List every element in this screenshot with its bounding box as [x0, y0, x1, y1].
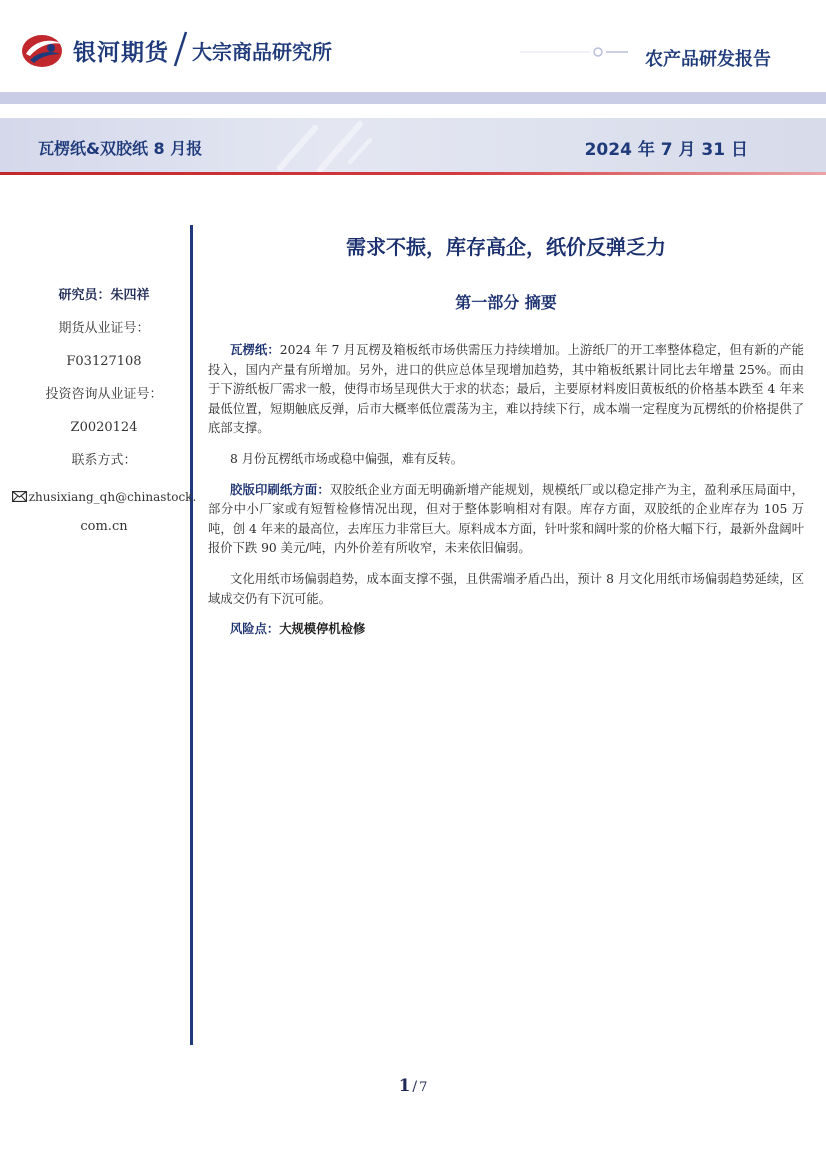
- page-separator: /: [412, 1079, 418, 1095]
- risk-lead: 风险点：: [230, 622, 280, 637]
- paragraph-text: 2024 年 7 月瓦楞及箱板纸市场供需压力持续增加。上游纸厂的开工率整体稳定，但有新的产能投入，国内产量有所增加。另外，进口的供应总体呈现增加趋势，其中箱板纸累计同比去年增量 25%。而由于下游纸板厂需求一般，使得市场呈现供大于求的状态；最后，主要原材料废旧黄板纸的价格基本跌至 4 年来最低位置，短期触底反弹，后市大概率低位震荡为主，难以持续下行，成本端一定程度为瓦楞纸的价格提供了底部支撑。: [208, 343, 804, 436]
- subheader-decoration: [240, 118, 460, 172]
- report-title: 需求不振，库存高企，纸价反弹乏力: [346, 235, 666, 259]
- paragraph-lead: 胶版印刷纸方面：: [230, 482, 330, 497]
- risk-text: 大规模停机检修: [279, 622, 366, 637]
- email-text-1[interactable]: zhusixiang_qh@chinastock.: [28, 489, 197, 504]
- institute-name: 大宗商品研究所: [192, 40, 332, 64]
- paragraph-culture-paper: [208, 570, 804, 609]
- paragraph-text: 文化用纸市场偏弱趋势，成本面支撑不强，且供需端矛盾凸出，预计 8 月文化用纸市场偏弱趋势延续，区域成交仍有下沉可能。: [208, 571, 804, 606]
- email-text-2[interactable]: com.cn: [80, 519, 128, 534]
- page-number: [0, 1076, 826, 1096]
- consult-cert-number: Z0020124: [70, 420, 138, 435]
- email-line[interactable]: [18, 480, 197, 513]
- column-divider: [190, 225, 193, 1045]
- paragraph-risk: [208, 620, 804, 640]
- futures-cert-number: F03127108: [66, 354, 142, 369]
- page-header: [0, 0, 826, 92]
- galaxy-logo-icon: [20, 30, 66, 70]
- header-spacer: [0, 104, 826, 118]
- paragraph-offset-paper: [208, 481, 804, 559]
- paragraph-lead: 瓦楞纸：: [230, 343, 280, 357]
- brand-name: 银河期货: [73, 40, 169, 66]
- paragraph-text: 8 月份瓦楞纸市场或稳中偏强，难有反转。: [230, 451, 464, 466]
- futures-cert-label: 期货从业证号：: [58, 321, 150, 336]
- consult-cert-label: 投资咨询从业证号：: [45, 387, 163, 402]
- report-name: 瓦楞纸&双胶纸 8 月报: [38, 139, 203, 158]
- paragraph-text: 双胶纸企业方面无明确新增产能规划，规模纸厂或以稳定排产为主，盈利承压局面中，部分中小厂家或有短暂检修情况出现，但对于整体影响相对有限。库存方面，双胶纸的企业库存为 105 万吨，创 4 年来的最高位，去库压力非常巨大。原料成本方面，针叶浆和阔叶浆的价格大幅下行，最新外盘阔叶报价下跌 90 美元/吨，内外价差有所收窄，未来依旧偏弱。: [208, 482, 804, 556]
- page-total: 7: [419, 1080, 428, 1095]
- header-decoration: [520, 30, 630, 70]
- header-red-rule: [0, 172, 826, 175]
- paragraph-corrugated-outlook: [208, 450, 804, 470]
- analyst-sidebar: [18, 282, 197, 546]
- section-heading: 第一部分 摘要: [455, 293, 557, 312]
- report-type: 农产品研发报告: [645, 49, 771, 70]
- brand-divider: [172, 30, 188, 68]
- report-date: 2024 年 7 月 31 日: [584, 140, 748, 160]
- report-body: [208, 225, 804, 640]
- header-band: [0, 92, 826, 104]
- analyst-name: 研究员：朱四祥: [58, 288, 150, 303]
- mail-icon: [12, 491, 27, 502]
- paragraph-corrugated: [208, 341, 804, 439]
- contact-label: 联系方式：: [71, 453, 137, 468]
- page-current: 1: [398, 1076, 411, 1096]
